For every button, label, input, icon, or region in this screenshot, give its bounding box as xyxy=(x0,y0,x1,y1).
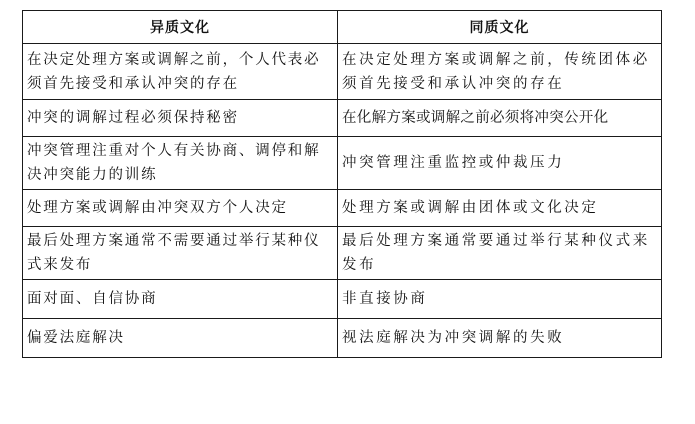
table-cell-right: 最后处理方案通常要通过举行某种仪式来发布 xyxy=(338,227,662,280)
table-row xyxy=(23,137,662,190)
table-cell-left: 偏爱法庭解决 xyxy=(23,319,338,358)
table-cell-right: 冲突管理注重监控或仲裁压力 xyxy=(338,137,662,190)
header-row xyxy=(23,11,662,44)
table-cell-right: 视法庭解决为冲突调解的失败 xyxy=(338,319,662,358)
table-row xyxy=(23,100,662,137)
table-cell-right: 处理方案或调解由团体或文化决定 xyxy=(338,190,662,227)
table-cell-left: 最后处理方案通常不需要通过举行某种仪式来发布 xyxy=(23,227,338,280)
comparison-table xyxy=(22,10,662,358)
table-cell-left: 冲突的调解过程必须保持秘密 xyxy=(23,100,338,137)
table-cell-right: 非直接协商 xyxy=(338,280,662,319)
table-cell-left: 冲突管理注重对个人有关协商、调停和解决冲突能力的训练 xyxy=(23,137,338,190)
table-cell-right: 在决定处理方案或调解之前，传统团体必须首先接受和承认冲突的存在 xyxy=(338,44,662,100)
header-homogeneous-culture: 同质文化 xyxy=(338,11,662,44)
table-cell-right: 在化解方案或调解之前必须将冲突公开化 xyxy=(338,100,662,137)
table-row xyxy=(23,319,662,358)
table-row xyxy=(23,44,662,100)
table-cell-left: 处理方案或调解由冲突双方个人决定 xyxy=(23,190,338,227)
table-row xyxy=(23,227,662,280)
table-cell-left: 面对面、自信协商 xyxy=(23,280,338,319)
header-heterogeneous-culture: 异质文化 xyxy=(23,11,338,44)
table-row xyxy=(23,280,662,319)
table-cell-left: 在决定处理方案或调解之前，个人代表必须首先接受和承认冲突的存在 xyxy=(23,44,338,100)
table-row xyxy=(23,190,662,227)
